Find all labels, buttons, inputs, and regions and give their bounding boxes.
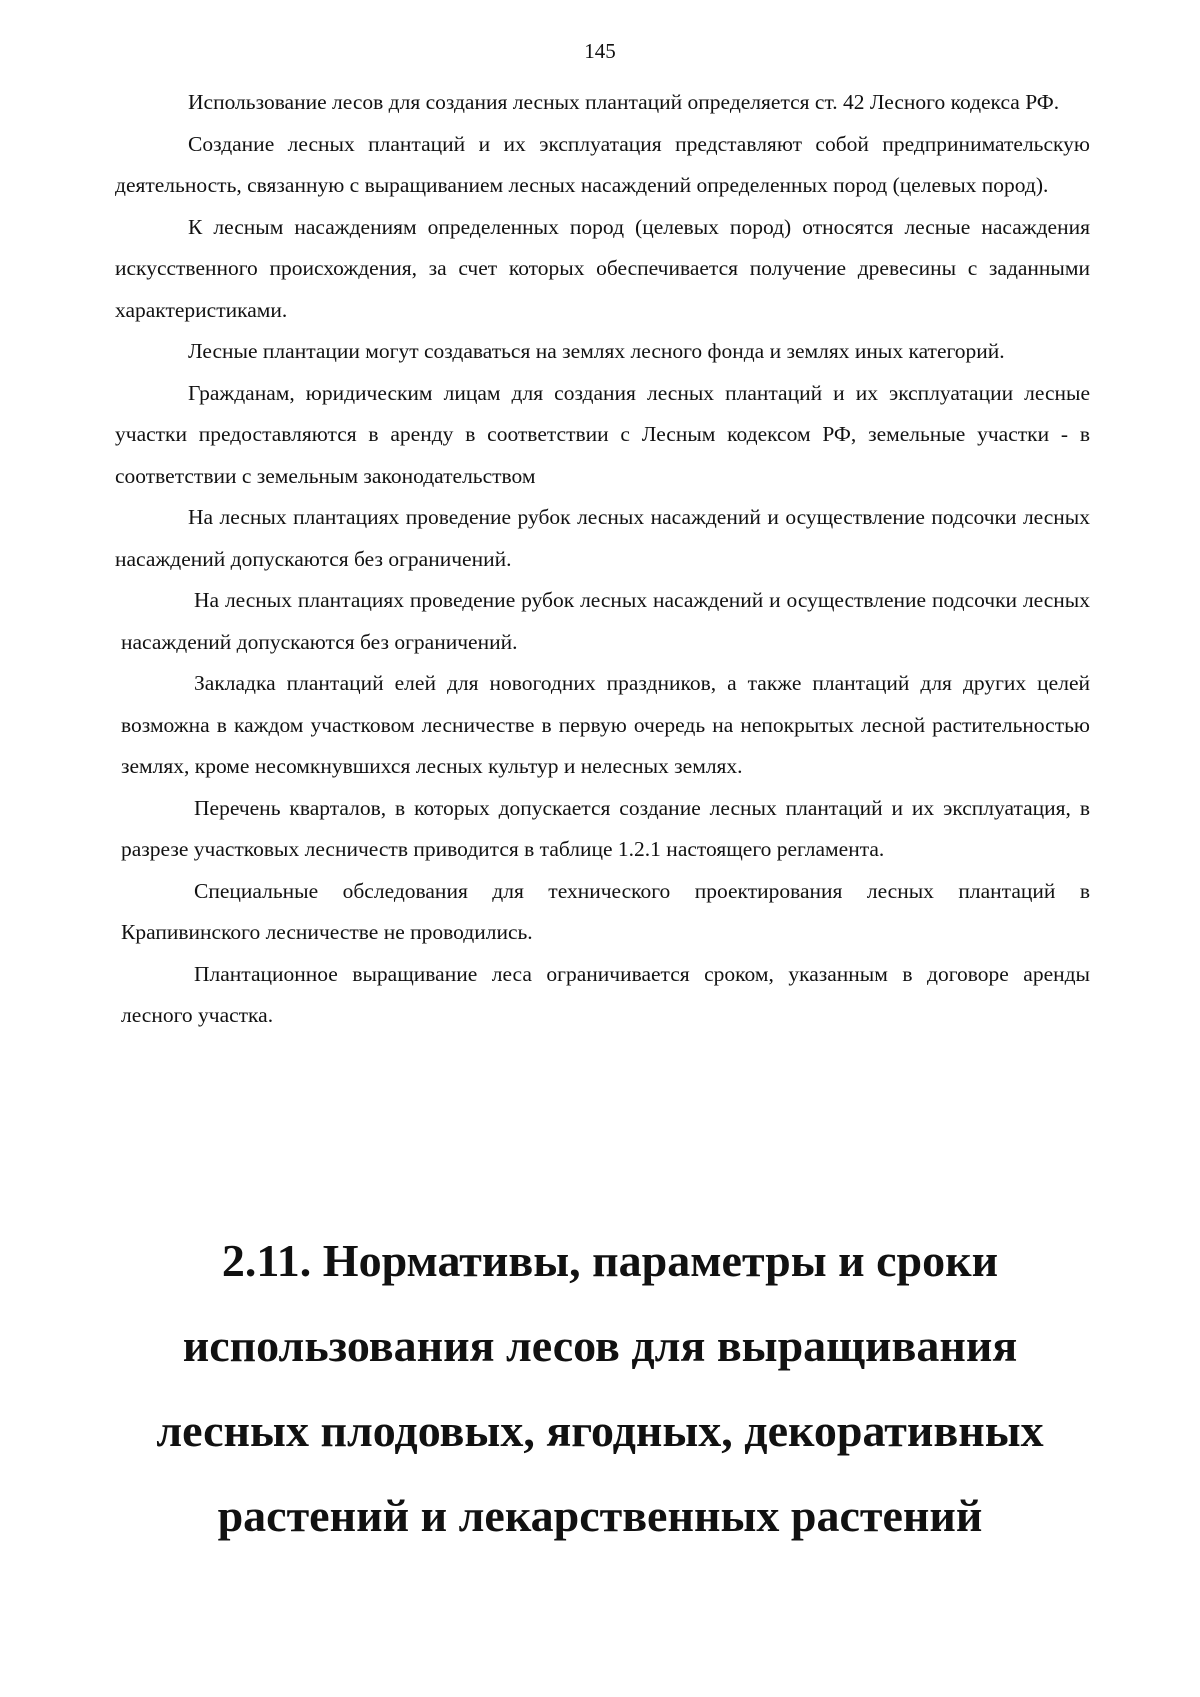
- paragraph-fir-plantations: Закладка плантаций елей для новогодних праздников, а также плантаций для других целей возможна в каждом участковом лесничестве в первую очередь на непокрытых лесной растительностью землях, кроме несомкнувшихся лесных культур и нелесных землях.: [121, 671, 1090, 778]
- paragraph-logging-tapping: На лесных плантациях проведение рубок лесных насаждений и осуществление подсочки лесных насаждений допускаются без ограничений.: [115, 505, 1090, 571]
- section-heading-line: 2.11. Нормативы, параметры и сроки: [221, 1235, 999, 1286]
- paragraph-forest-plantation-basis: Использование лесов для создания лесных плантаций определяется ст. 42 Лесного кодекса РФ.: [188, 90, 1060, 114]
- paragraph-special-surveys: Специальные обследования для технического проектирования лесных плантаций в Крапивинского лесничестве не проводились.: [121, 878, 1090, 944]
- body-text: [115, 82, 1090, 1037]
- paragraph-logging-tapping-repeat: На лесных плантациях проведение рубок лесных насаждений и осуществление подсочки лесных насаждений допускаются без ограничений.: [121, 588, 1090, 654]
- paragraph-quarters-list: Перечень кварталов, в которых допускается создание лесных плантаций и их эксплуатация, в разрезе участковых лесничеств приводится в таблице 1.2.1 настоящего регламента.: [121, 795, 1090, 861]
- section-heading-line: использования лесов для выращивания: [182, 1320, 1018, 1371]
- paragraph-lease-provision: Гражданам, юридическим лицам для создания лесных плантаций и их эксплуатации лесные участки предоставляются в аренду в соответствии с Лесным кодексом РФ, земельные участки - в соответствии с земельным законодательством: [115, 380, 1090, 488]
- paragraph-lease-term: Плантационное выращивание леса ограничивается сроком, указанным в договоре аренды лесного участка.: [121, 961, 1090, 1027]
- paragraph-land-categories: Лесные плантации могут создаваться на землях лесного фонда и землях иных категорий.: [188, 339, 1005, 363]
- paragraph-plantation-business: Создание лесных плантаций и их эксплуатация представляют собой предпринимательскую деятельность, связанную с выращиванием лесных насаждений определенных пород (целевых пород).: [115, 131, 1090, 197]
- section-heading-line: лесных плодовых, ягодных, декоративных: [156, 1405, 1044, 1456]
- page-number: 145: [584, 39, 616, 63]
- paragraph-target-species: К лесным насаждениям определенных пород (целевых пород) относятся лесные насаждения искусственного происхождения, за счет которых обеспечивается получение древесины с заданными характеристиками.: [115, 214, 1090, 322]
- section-heading: [100, 1218, 1100, 1558]
- section-heading-line: растений и лекарственных растений: [217, 1490, 983, 1541]
